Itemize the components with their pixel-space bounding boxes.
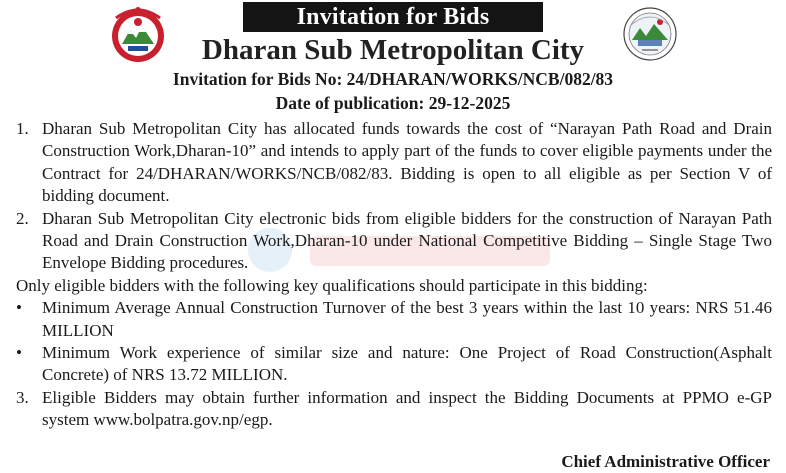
clause-text: Eligible Bidders may obtain further information and inspect the Bidding Documents at PPMO e-GP system www.bolpatra.gov.np/egp. <box>42 387 772 430</box>
clause-number: 1. <box>16 119 29 138</box>
bullet-icon: • <box>16 298 22 318</box>
clause-number: 3. <box>16 387 29 407</box>
bid-reference: Invitation for Bids No: 24/DHARAN/WORKS/NCB/082/83 <box>172 69 614 89</box>
qualification-bullet-1 <box>16 297 772 342</box>
notice-title-banner: Invitation for Bids <box>243 2 543 32</box>
bullet-icon: • <box>16 343 22 363</box>
organization-name: Dharan Sub Metropolitan City <box>201 34 585 66</box>
clause-1 <box>16 118 772 208</box>
clause-text: Dharan Sub Metropolitan City electronic bids from eligible bidders for the construction of Narayan Path Road and Drain Construction Work,Dharan-10 under National Competitive Bidding – Single Stage Two Envelope Bidding procedures. <box>42 208 772 273</box>
clause-3 <box>16 387 772 432</box>
publication-date: Date of publication: 29-12-2025 <box>275 93 511 113</box>
qualification-bullet-2 <box>16 342 772 387</box>
bullet-text: Minimum Work experience of similar size and nature: One Project of Road Construction(Asphalt Concrete) of NRS 13.72 MILLION. <box>42 343 772 385</box>
clause-2 <box>16 208 772 275</box>
bullet-text: Minimum Average Annual Construction Turnover of the best 3 years within the last 10 years: NRS 51.46 MILLION <box>42 298 772 340</box>
clause-text: Dharan Sub Metropolitan City has allocated funds towards the cost of “Narayan Path Road and Drain Construction Work,Dharan-10” and intends to apply part of the funds to cover eligible payments under the Contract for 24/DHARAN/WORKS/NCB/082/83. Bidding is open to all eligible as per Section V of bidding document. <box>42 119 772 206</box>
clause-number: 2. <box>16 208 29 228</box>
signatory-title: Chief Administrative Officer <box>561 452 770 471</box>
qualification-intro: Only eligible bidders with the following key qualifications should participate in this bidding: <box>16 275 648 295</box>
notice-body <box>16 118 772 432</box>
